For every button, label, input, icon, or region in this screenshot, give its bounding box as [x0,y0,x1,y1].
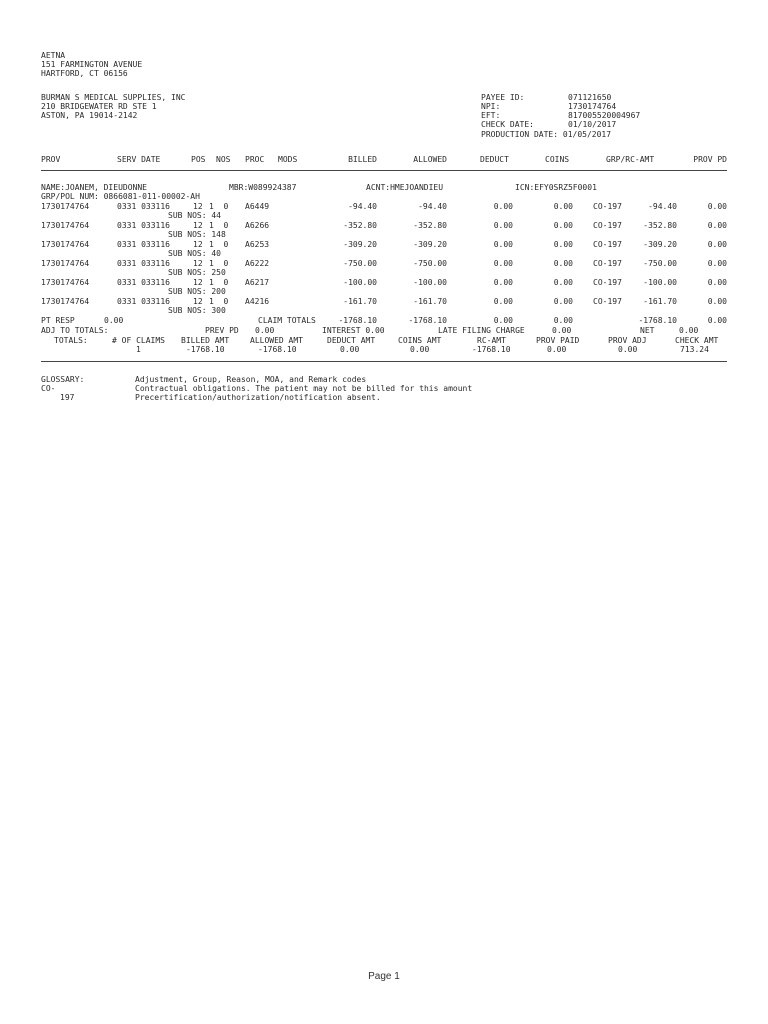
prov-adj-label: PROV ADJ [608,336,647,345]
line-nos: 1 0 [209,278,229,287]
line-deduct: 0.00 [493,221,513,230]
line-pos: 12 [193,297,203,306]
line-group-code: CO-197 [593,221,622,230]
header-divider [41,170,727,171]
line-prov: 1730174764 [41,278,90,287]
line-allowed: -750.00 [413,259,447,268]
line-prov: 1730174764 [41,297,90,306]
line-prov-pd: 0.00 [707,297,727,306]
line-pos: 12 [193,278,203,287]
claim-total-deduct: 0.00 [493,316,513,325]
production-date: PRODUCTION DATE: 01/05/2017 [481,130,612,139]
col-pos: POS [191,155,206,164]
late-filing-value: 0.00 [552,326,572,335]
line-allowed: -100.00 [413,278,447,287]
col-mods: MODS [278,155,298,164]
account-number: ACNT:HMEJOANDIEU [366,183,444,192]
line-coins: 0.00 [553,240,573,249]
line-deduct: 0.00 [493,278,513,287]
line-nos: 1 0 [209,259,229,268]
line-group-code: CO-197 [593,202,622,211]
line-sub-nos: SUB NOS: 250 [168,268,226,277]
patient-name: NAME:JOANEM, DIEUDONNE [41,183,147,192]
line-coins: 0.00 [553,202,573,211]
line-sub-nos: SUB NOS: 40 [168,249,221,258]
num-claims-label: # OF CLAIMS [112,336,165,345]
glossary-code-co: CO- [41,384,56,393]
line-prov-pd: 0.00 [707,202,727,211]
payer-address-line2: HARTFORD, CT 06156 [41,69,128,78]
line-allowed: -352.80 [413,221,447,230]
line-prov-pd: 0.00 [707,278,727,287]
line-rc-amt: -100.00 [643,278,677,287]
payee-name: BURMAN S MEDICAL SUPPLIES, INC [41,93,186,102]
eft-label: EFT: [481,111,501,120]
pt-resp-label: PT RESP [41,316,75,325]
line-proc: A6253 [245,240,270,249]
line-group-code: CO-197 [593,240,622,249]
line-deduct: 0.00 [493,240,513,249]
line-proc: A4216 [245,297,270,306]
prev-pd-value: 0.00 [255,326,275,335]
line-coins: 0.00 [553,278,573,287]
line-billed: -100.00 [343,278,377,287]
check-date-value: 01/10/2017 [568,120,617,129]
payee-address-line1: 210 BRIDGEWATER RD STE 1 [41,102,157,111]
rc-amt-value: -1768.10 [472,345,511,354]
allowed-amt-label: ALLOWED AMT [250,336,303,345]
line-billed: -161.70 [343,297,377,306]
line-rc-amt: -94.40 [648,202,677,211]
line-sub-nos: SUB NOS: 200 [168,287,226,296]
totals-label: TOTALS: [54,336,88,345]
line-rc-amt: -750.00 [643,259,677,268]
line-proc: A6222 [245,259,270,268]
npi-label: NPI: [481,102,501,111]
col-proc: PROC [245,155,265,164]
line-deduct: 0.00 [493,259,513,268]
interest: INTEREST 0.00 [322,326,385,335]
line-serv-date: 0331 033116 [117,202,170,211]
pt-resp-value: 0.00 [104,316,124,325]
allowed-amt-value: -1768.10 [258,345,297,354]
adj-to-totals-label: ADJ TO TOTALS: [41,326,109,335]
line-serv-date: 0331 033116 [117,297,170,306]
group-policy-number: GRP/POL NUM: 0866081-011-00002-AH [41,192,200,201]
line-prov-pd: 0.00 [707,240,727,249]
line-serv-date: 0331 033116 [117,259,170,268]
billed-amt-label: BILLED AMT [181,336,230,345]
line-nos: 1 0 [209,202,229,211]
line-coins: 0.00 [553,259,573,268]
line-nos: 1 0 [209,240,229,249]
npi-value: 1730174764 [568,102,617,111]
member-id: MBR:W089924387 [229,183,297,192]
col-allowed: ALLOWED [413,155,447,164]
line-serv-date: 0331 033116 [117,240,170,249]
line-deduct: 0.00 [493,297,513,306]
line-sub-nos: SUB NOS: 300 [168,306,226,315]
line-group-code: CO-197 [593,259,622,268]
rc-amt-label: RC-AMT [477,336,506,345]
check-amt-label: CHECK AMT [675,336,719,345]
col-coins: COINS [545,155,570,164]
deduct-amt-label: DEDUCT AMT [327,336,376,345]
check-amt-value: 713.24 [680,345,709,354]
coins-amt-label: COINS AMT [398,336,442,345]
line-pos: 12 [193,202,203,211]
line-rc-amt: -161.70 [643,297,677,306]
line-sub-nos: SUB NOS: 44 [168,211,221,220]
prov-paid-label: PROV PAID [536,336,580,345]
prov-adj-value: 0.00 [618,345,638,354]
line-billed: -309.20 [343,240,377,249]
col-billed: BILLED [348,155,377,164]
line-pos: 12 [193,259,203,268]
prov-paid-value: 0.00 [547,345,567,354]
line-allowed: -161.70 [413,297,447,306]
num-claims-value: 1 [136,345,141,354]
line-sub-nos: SUB NOS: 148 [168,230,226,239]
glossary-text-co: Contractual obligations. The patient may not be billed for this amount [135,384,473,393]
prev-pd-label: PREV PD [205,326,239,335]
line-billed: -352.80 [343,221,377,230]
billed-amt-value: -1768.10 [186,345,225,354]
glossary-code-197: 197 [60,393,75,402]
payer-name: AETNA [41,51,66,60]
totals-divider [41,361,727,362]
line-prov-pd: 0.00 [707,221,727,230]
claim-total-coins: 0.00 [553,316,573,325]
line-prov: 1730174764 [41,240,90,249]
line-billed: -94.40 [348,202,377,211]
claim-totals-label: CLAIM TOTALS [258,316,316,325]
icn: ICN:EFY0SRZ5F0001 [515,183,597,192]
line-allowed: -309.20 [413,240,447,249]
line-rc-amt: -352.80 [643,221,677,230]
col-prov-pd: PROV PD [693,155,727,164]
line-prov: 1730174764 [41,202,90,211]
line-pos: 12 [193,221,203,230]
line-rc-amt: -309.20 [643,240,677,249]
line-nos: 1 0 [209,297,229,306]
col-serv-date: SERV DATE [117,155,161,164]
claim-total-rc-amt: -1768.10 [638,316,677,325]
page-number: Page 1 [368,971,400,982]
line-proc: A6217 [245,278,270,287]
line-group-code: CO-197 [593,297,622,306]
payee-id-value: 071121650 [568,93,612,102]
claim-total-allowed: -1768.10 [408,316,447,325]
late-filing-label: LATE FILING CHARGE [438,326,525,335]
line-group-code: CO-197 [593,278,622,287]
net-label: NET [640,326,655,335]
line-billed: -750.00 [343,259,377,268]
col-deduct: DEDUCT [480,155,509,164]
eft-value: 817005520004967 [568,111,641,120]
col-grp-rc-amt: GRP/RC-AMT [606,155,655,164]
line-prov: 1730174764 [41,259,90,268]
col-prov: PROV [41,155,61,164]
glossary-header: Adjustment, Group, Reason, MOA, and Remark codes [135,375,367,384]
deduct-amt-value: 0.00 [340,345,360,354]
line-serv-date: 0331 033116 [117,278,170,287]
line-coins: 0.00 [553,297,573,306]
line-allowed: -94.40 [418,202,447,211]
claim-total-prov-pd: 0.00 [707,316,727,325]
glossary-label: GLOSSARY: [41,375,85,384]
payee-address-line2: ASTON, PA 19014-2142 [41,111,138,120]
line-nos: 1 0 [209,221,229,230]
line-proc: A6449 [245,202,270,211]
coins-amt-value: 0.00 [410,345,430,354]
payee-id-label: PAYEE ID: [481,93,525,102]
col-nos: NOS [216,155,231,164]
line-prov-pd: 0.00 [707,259,727,268]
line-coins: 0.00 [553,221,573,230]
line-deduct: 0.00 [493,202,513,211]
payer-address-line1: 151 FARMINGTON AVENUE [41,60,143,69]
line-proc: A6266 [245,221,270,230]
glossary-text-197: Precertification/authorization/notification absent. [135,393,381,402]
line-prov: 1730174764 [41,221,90,230]
line-serv-date: 0331 033116 [117,221,170,230]
claim-total-billed: -1768.10 [338,316,377,325]
check-date-label: CHECK DATE: [481,120,534,129]
net-value: 0.00 [679,326,699,335]
line-pos: 12 [193,240,203,249]
